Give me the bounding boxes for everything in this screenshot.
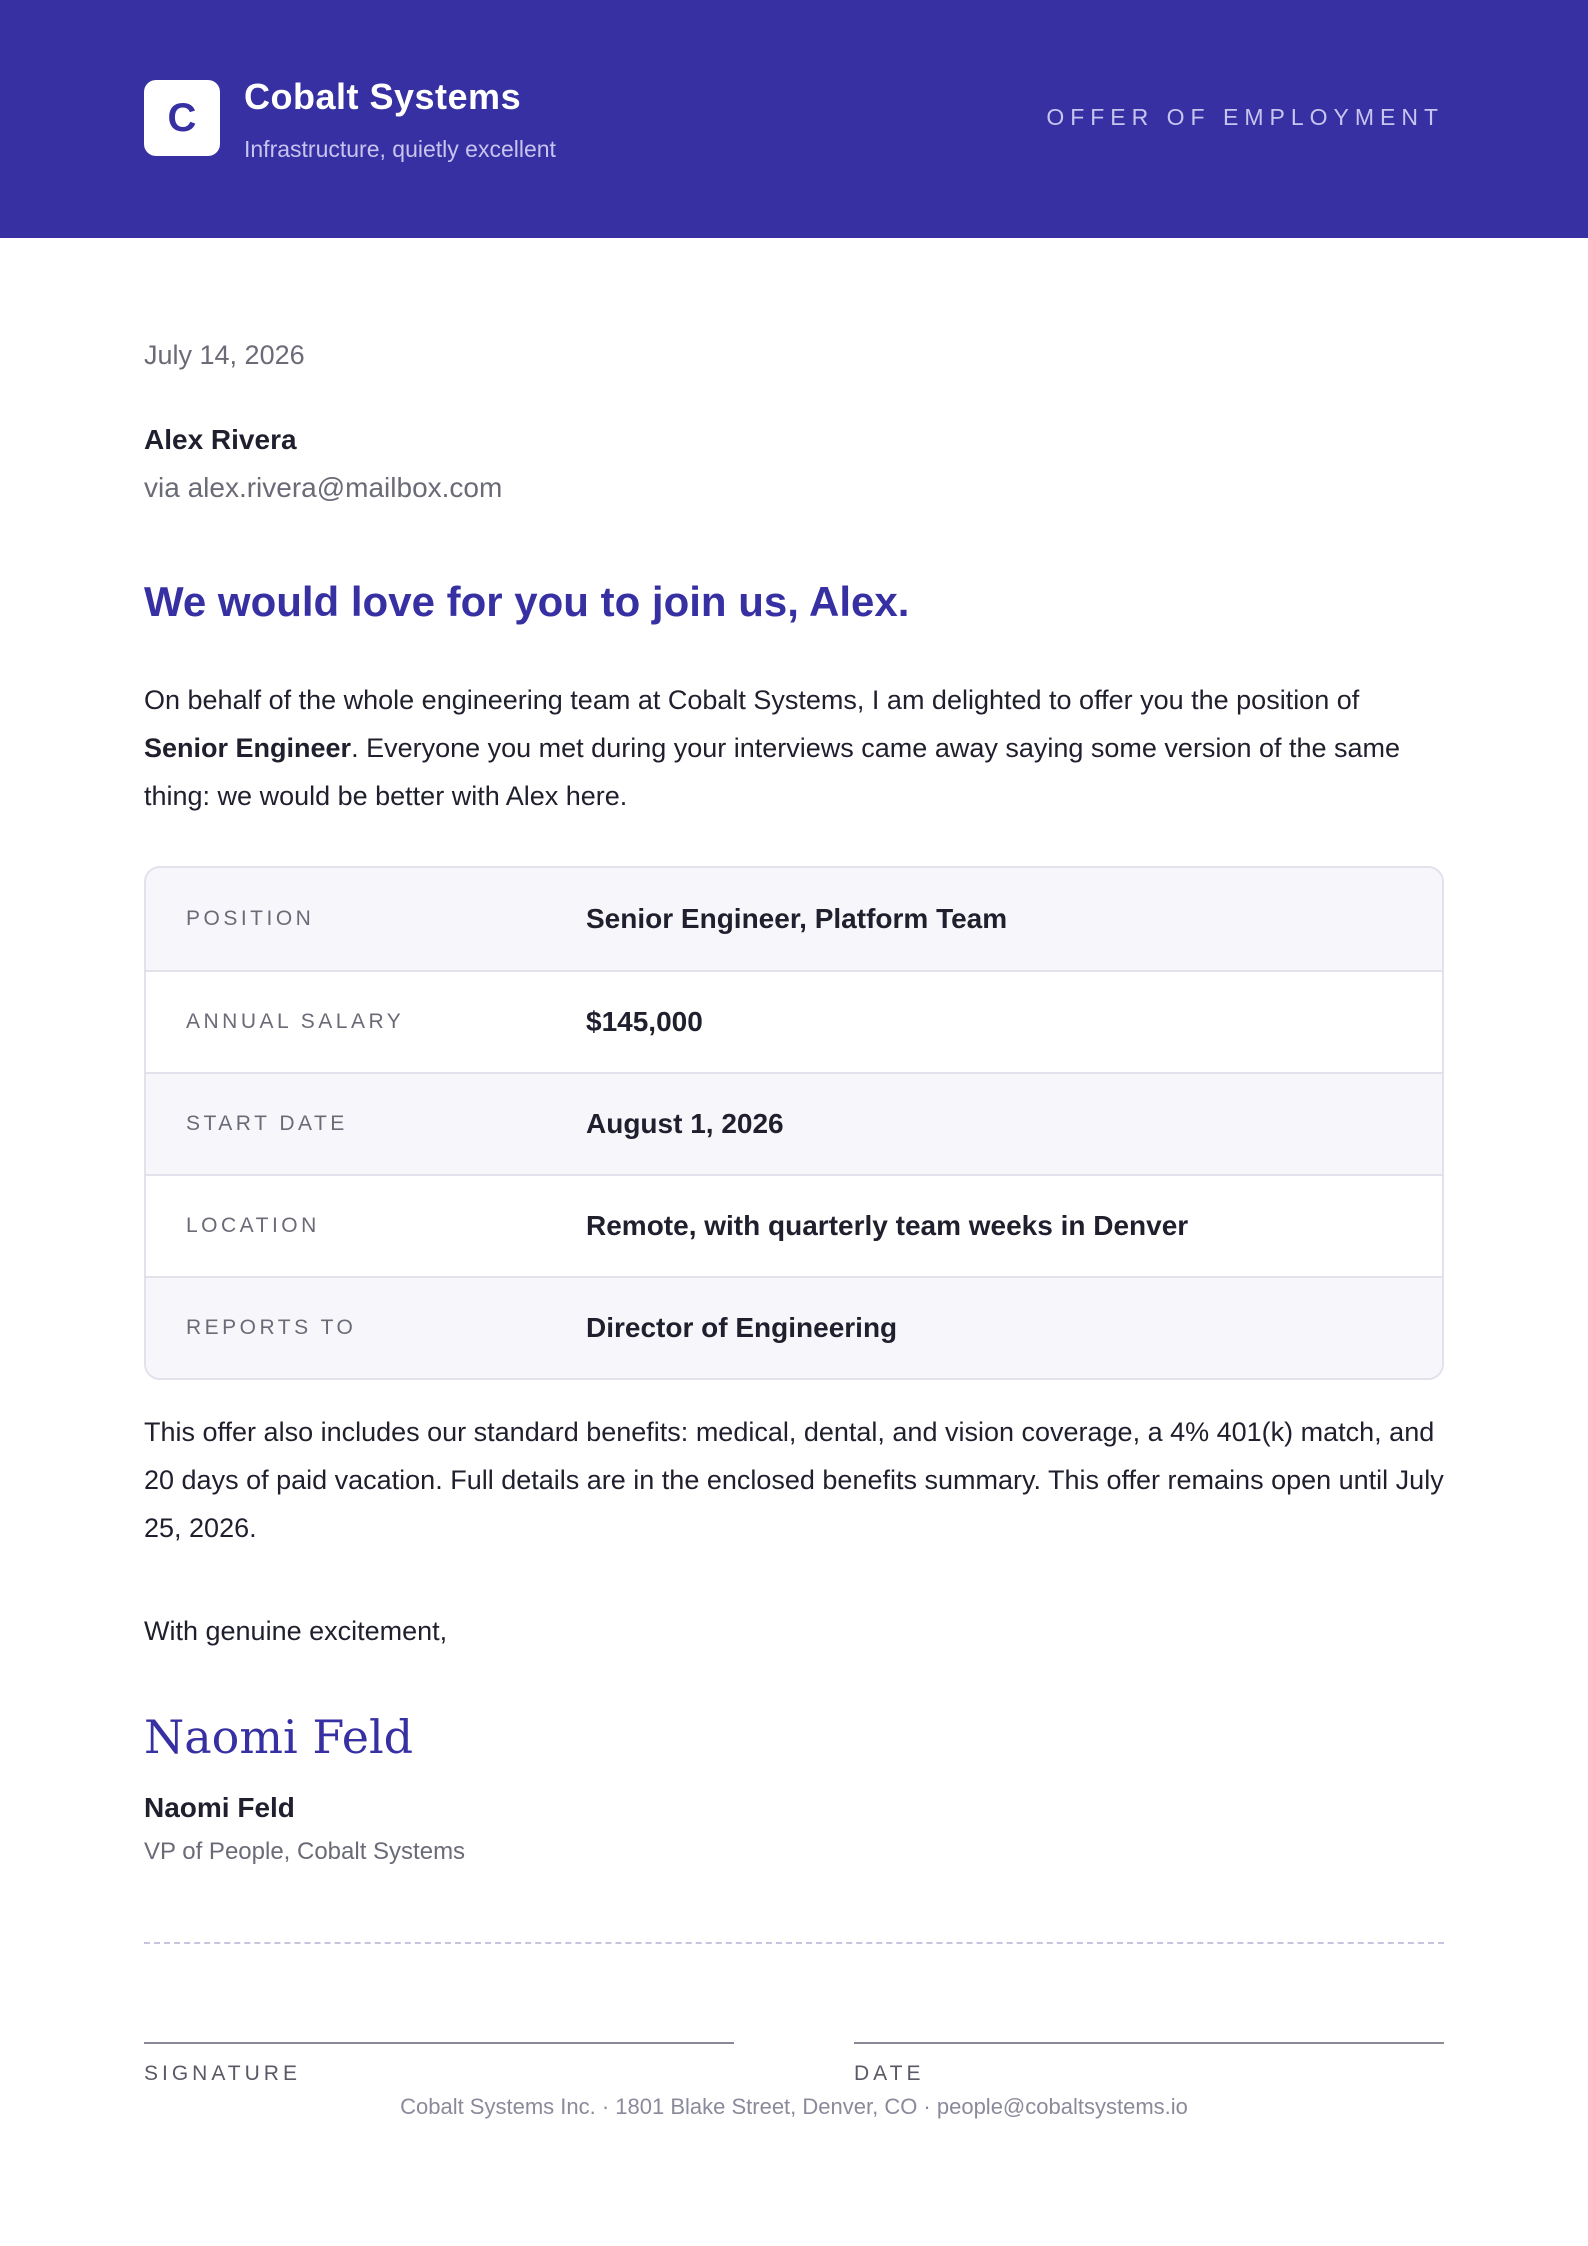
handwritten-signature: Naomi Feld	[144, 1710, 414, 1764]
page-footer: Cobalt Systems Inc. · 1801 Blake Street, Denver, CO · people@cobaltsystems.io	[400, 2094, 1188, 2119]
signature-label: SIGNATURE	[144, 2062, 301, 2085]
letterhead	[0, 0, 1588, 238]
section-divider	[144, 1942, 1444, 1944]
date-label: DATE	[854, 2062, 925, 2085]
detail-label: START DATE	[186, 1112, 348, 1135]
benefits-paragraph: This offer also includes our standard benefits: medical, dental, and vision coverage, a 4% 401(k) match, and 20 days of paid vacation. Full details are in the enclosed benefits summary. This offer remains open until July 25, 2026.	[144, 1417, 1444, 1543]
signature-line	[144, 2042, 734, 2044]
detail-row-reports-to	[146, 1276, 1442, 1378]
intro-paragraph	[144, 676, 1444, 820]
signer-name: Naomi Feld	[144, 1792, 295, 1823]
letter-date: July 14, 2026	[144, 340, 305, 370]
signer-title: VP of People, Cobalt Systems	[144, 1838, 466, 1865]
date-line	[854, 2042, 1444, 2044]
detail-row-location	[146, 1174, 1442, 1276]
offer-details-table	[144, 866, 1444, 1380]
detail-row-start-date	[146, 1072, 1442, 1174]
detail-label: REPORTS TO	[186, 1316, 357, 1339]
closing-line: With genuine excitement,	[144, 1616, 448, 1646]
recipient-name: Alex Rivera	[144, 424, 297, 455]
detail-value: Director of Engineering	[586, 1312, 898, 1343]
company-name: Cobalt Systems	[244, 76, 522, 117]
intro-position-bold: Senior Engineer	[144, 733, 352, 763]
intro-text-start: On behalf of the whole engineering team at Cobalt Systems, I am delighted to offer you the position of	[144, 685, 1360, 715]
recipient-contact: via alex.rivera@mailbox.com	[144, 472, 503, 503]
detail-value: Remote, with quarterly team weeks in Denver	[586, 1210, 1189, 1241]
detail-row-position	[146, 868, 1442, 970]
intro-text-end: . Everyone you met during your interviews came away saying some version of the same thing: we would be better with Alex here.	[144, 733, 1401, 811]
document-type: OFFER OF EMPLOYMENT	[1046, 104, 1444, 130]
detail-row-salary	[146, 970, 1442, 1072]
letter-headline: We would love for you to join us, Alex.	[144, 578, 910, 625]
company-logo: C	[144, 80, 220, 156]
detail-value: $145,000	[586, 1006, 703, 1037]
detail-value: Senior Engineer, Platform Team	[586, 903, 1008, 934]
detail-label: POSITION	[186, 907, 315, 930]
detail-value: August 1, 2026	[586, 1108, 784, 1139]
detail-label: LOCATION	[186, 1214, 320, 1237]
company-tagline: Infrastructure, quietly excellent	[244, 136, 556, 162]
detail-label: ANNUAL SALARY	[186, 1010, 405, 1033]
